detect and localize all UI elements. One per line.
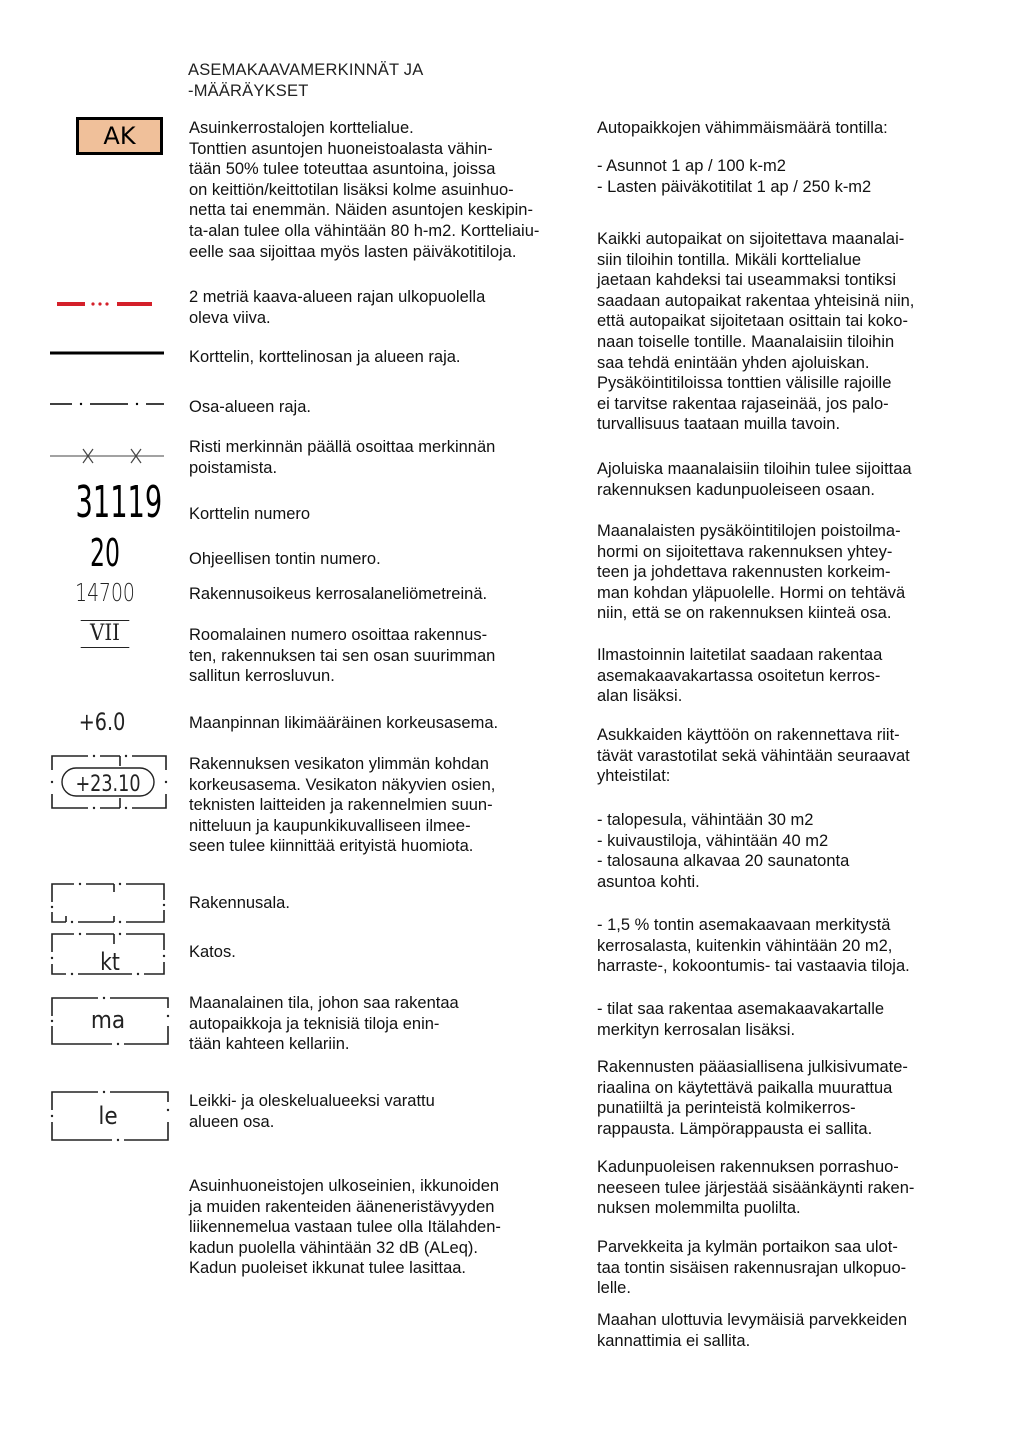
play-area-label: le: [98, 1102, 118, 1131]
subarea-boundary-description: Osa-alueen raja.: [189, 398, 311, 416]
plot-number-symbol: 20: [90, 531, 120, 575]
play-area-description: Leikki- ja oleskelualueeksi varattu alueen osa.: [189, 1092, 435, 1131]
ramp-regulation: Ajoluiska maanalaisiin tiloihin tulee sijoittaa rakennuksen kadunpuoleiseen osaan.: [597, 460, 912, 499]
stairwell-entrance-regulation: Kadunpuoleisen rakennuksen porrashuo- neeseen tulee järjestää sisäänkäynti raken- nuksen molemmilta puolilta.: [597, 1158, 915, 1218]
page-title-line-2: -MÄÄRÄYKSET: [188, 82, 309, 100]
block-boundary-line-symbol: [48, 347, 166, 359]
page-title: [188, 60, 423, 102]
block-boundary-description: Korttelin, korttelinosan ja alueen raja.: [189, 348, 461, 366]
block-number-symbol: 31119: [75, 477, 163, 528]
floor-area-symbol: 14700: [75, 578, 135, 607]
red-boundary-2m-symbol: [55, 296, 155, 312]
parking-rules: Kaikki autopaikat on sijoitettava maanalai- siin tiloihin tontilla. Mikäli korttelialue jaetaan kahdeksi tai useammaksi tontiksi saadaan autopaikat rakentaa yhteisinä niin, että autopaikat sijoitetaan osittain tai koko- naan toiselle tontille. Maanalaisiin tiloihin saa tehdä enintään yhden ajoluiskan. Pysäköintitiloissa tonttien välisille rajoille ei tarvitse rakentaa rajaseinää, jos palo- turvallisuus taataan muilla tavoin.: [597, 230, 915, 434]
floor-area-description: Rakennusoikeus kerrosalaneliömetreinä.: [189, 585, 488, 603]
facade-material-regulation: Rakennusten pääasiallisena julkisivumate- riaalina on käytettävä paikalla muurattua punatiiltä ja perinteistä kolmikerros- rappausta. Lämpörappausta ei sallita.: [597, 1058, 908, 1138]
shared-facilities-list: - talopesula, vähintään 30 m2 - kuivaustiloja, vähintään 40 m2 - talosauna alkavaa 20 saunatonta asuntoa kohti.: [597, 811, 850, 891]
hobby-rooms-regulation: - 1,5 % tontin asemakaavaan merkitystä kerrosalasta, kuitenkin vähintään 20 m2, harraste-, kokoontumis- tai vastaavia tiloja.: [597, 916, 910, 976]
underground-description: Maanalainen tila, johon saa rakentaa autopaikkoja ja teknisiä tiloja enin- tään kahteen kellariin.: [189, 994, 459, 1054]
cross-out-line-symbol: [48, 444, 166, 468]
underground-label: ma: [90, 1006, 126, 1035]
canopy-symbol: [48, 930, 170, 980]
roman-floor-count-symbol: VII: [81, 620, 130, 648]
storage-regulation: Asukkaiden käyttöön on rakennettava riit- tävät varastotilat sekä vähintään seuraavat yhteistilat:: [597, 726, 910, 786]
canopy-label: kt: [100, 948, 120, 977]
ak-zone-symbol: AK: [76, 117, 163, 155]
roof-level-description: Rakennuksen vesikaton ylimmän kohdan korkeusasema. Vesikaton näkyvien osien, teknisten laitteiden ja rakennelmien suun- nitteluun ja kaupunkikuvalliseen ilmee- seen tulee kiinnittää erityistä huomiota.: [189, 755, 496, 856]
play-area-symbol: [48, 1088, 172, 1144]
ventilation-shaft-regulation: Maanalaisten pysäköintitilojen poistoilma- hormi on sijoitettava rakennuksen yhtey- teen ja johdettava rakennusten korkeim- man kohdan yläpuolelle. Hormi on tehtävä niin, että se on rakennuksen kiinteä osa.: [597, 522, 906, 623]
extra-floor-area-regulation: - tilat saa rakentaa asemakaavakartalle merkityn kerrosalan lisäksi.: [597, 1000, 885, 1039]
subarea-boundary-line-symbol: [48, 398, 166, 410]
block-number-description: Korttelin numero: [189, 505, 311, 523]
roof-level-label: +23.10: [75, 771, 141, 797]
parking-list: - Asunnot 1 ap / 100 k-m2 - Lasten päiväkotitilat 1 ap / 250 k-m2: [597, 157, 872, 196]
building-area-description: Rakennusala.: [189, 894, 290, 912]
building-area-symbol: [48, 880, 170, 926]
boundary-2m-description: 2 metriä kaava-alueen rajan ulkopuolella oleva viiva.: [189, 288, 486, 327]
roman-description: Roomalainen numero osoittaa rakennus- ten, rakennuksen tai sen osan suurimman sallitun kerrosluvun.: [189, 626, 496, 686]
plot-number-description: Ohjeellisen tontin numero.: [189, 550, 381, 568]
noise-insulation-regulation: Asuinhuoneistojen ulkoseinien, ikkunoiden ja muiden rakenteiden ääneneristävyyden liikennemelua vastaan tulee olla Itälahden- kadun puolella vähintään 32 dB (ALeq). Kadun puoleiset ikkunat tulee lasittaa.: [189, 1177, 501, 1278]
balcony-support-regulation: Maahan ulottuvia levymäisiä parvekkeiden kannattimia ei sallita.: [597, 1311, 908, 1350]
ventilation-rooms-regulation: Ilmastoinnin laitetilat saadaan rakentaa asemakaavakartassa osoitetun kerros- alan lisäksi.: [597, 646, 883, 706]
balcony-regulation: Parvekkeita ja kylmän portaikon saa ulot- taa tontin sisäisen rakennusrajan ulkopuo- lelle.: [597, 1238, 907, 1298]
canopy-description: Katos.: [189, 943, 236, 961]
ground-level-description: Maanpinnan likimääräinen korkeusasema.: [189, 714, 499, 732]
cross-out-description: Risti merkinnän päällä osoittaa merkinnän poistamista.: [189, 438, 496, 477]
ak-description: Asuinkerrostalojen korttelialue. Tonttien asuntojen huoneistoalasta vähin- tään 50% tulee toteuttaa asuntoina, joissa on keittiön/keittotilan lisäksi kolme asuinhuo- netta tai enemmän. Näiden asuntojen keskipin- ta-alan tulee olla vähintään 80 h-m2. Kortteliaiu- eelle saa sijoittaa myös lasten päiväkotitiloja.: [189, 119, 540, 261]
ground-level-symbol: +6.0: [78, 708, 126, 736]
page-title-line-1: ASEMAKAAVAMERKINNÄT JA: [188, 61, 424, 79]
underground-space-symbol: [48, 994, 172, 1048]
roof-level-symbol: [48, 752, 170, 812]
parking-title: Autopaikkojen vähimmäismäärä tontilla:: [597, 119, 888, 137]
